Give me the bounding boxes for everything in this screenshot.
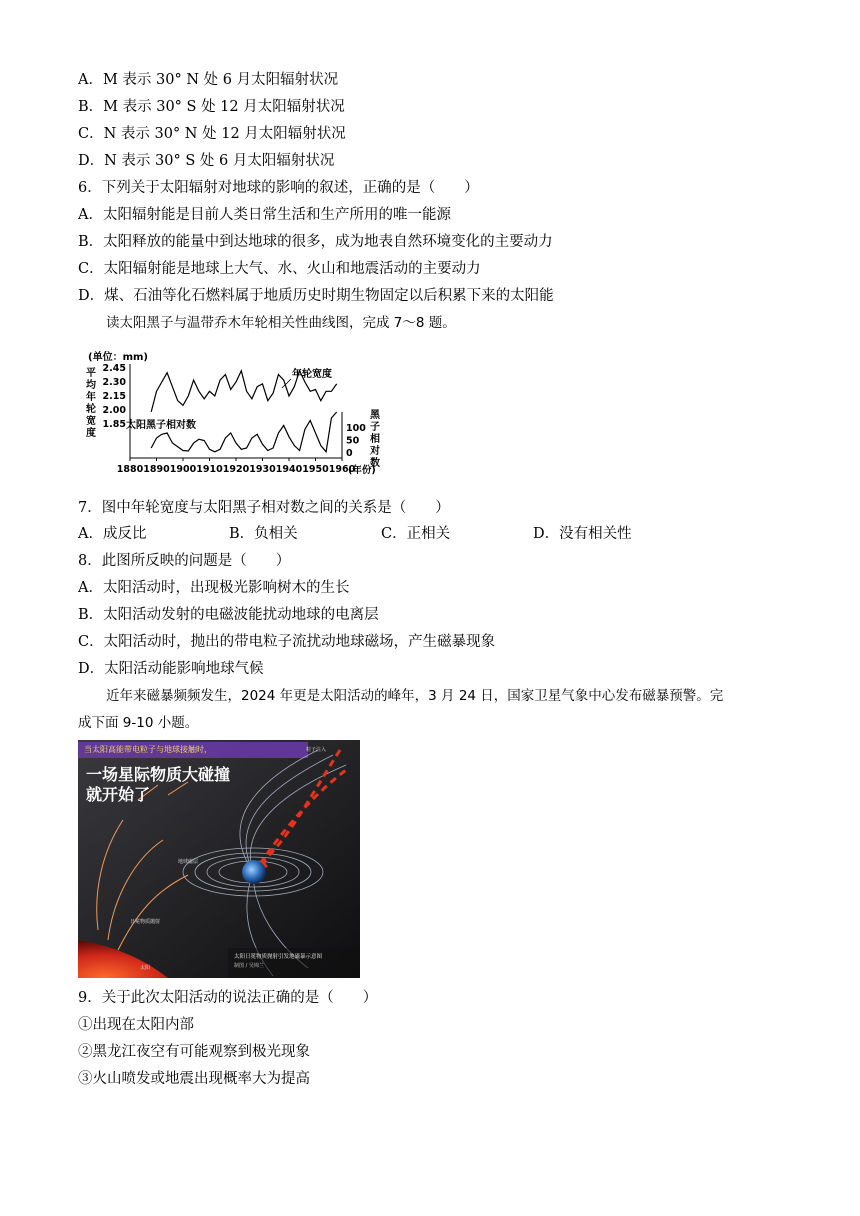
- x-tick-label: 1960: [328, 464, 356, 475]
- q7-stem: 7．图中年轮宽度与太阳黑子相对数之间的关系是（ ）: [78, 500, 450, 516]
- chart-unit-label: (单位：mm): [88, 352, 148, 363]
- x-tick-label: 1950: [302, 464, 329, 475]
- x-tick-label: 1940: [275, 464, 303, 475]
- right-axis-label: [369, 408, 381, 469]
- left-tick-label: 2.45: [102, 363, 126, 374]
- right-axis-label-char: 相: [370, 434, 380, 445]
- ring-width-series-label: 年轮宽度: [292, 369, 332, 380]
- q6-option-a: A．太阳辐射能是目前人类日常生活和生产所用的唯一能源: [78, 207, 451, 223]
- intro-9-10-line1: 近年来磁暴频频发生，2024 年更是太阳活动的峰年，3 月 24 日，国家卫星气象中心发布磁暴预警。完: [106, 688, 724, 704]
- intro-9-10-line2: 成下面 9-10 小题。: [78, 715, 199, 731]
- q9-item-2: ②黑龙江夜空有可能观察到极光现象: [78, 1044, 310, 1060]
- x-tick-label: 1890: [143, 464, 170, 475]
- q9-stem: 9．关于此次太阳活动的说法正确的是（ ）: [78, 990, 378, 1006]
- x-tick-label: 1920: [222, 464, 250, 475]
- earth: [242, 860, 266, 884]
- q7-option-b: B．负相关: [229, 526, 298, 542]
- cme-label: 日冕物质抛射: [130, 919, 161, 925]
- left-axis-label-char: 宽: [86, 416, 96, 427]
- x-tick-label: 1880: [116, 464, 144, 475]
- q8-stem: 8．此图所反映的问题是（ ）: [78, 553, 291, 569]
- sunspot-line: [151, 412, 337, 452]
- sunspot-series-label: 太阳黑子相对数: [126, 420, 196, 431]
- x-tick-label: 1930: [249, 464, 276, 475]
- q8-option-b: B．太阳活动发射的电磁波能扰动地球的电离层: [78, 607, 379, 623]
- q7-option-d: D．没有相关性: [533, 526, 632, 542]
- q6-option-b: B．太阳释放的能量中到达地球的很多，成为地表自然环境变化的主要动力: [78, 234, 553, 250]
- x-tick-label: 1910: [196, 464, 223, 475]
- q7-option-c: C．正相关: [381, 526, 451, 542]
- q5-option-b: B．M 表示 30° S 处 12 月太阳辐射状况: [78, 99, 345, 115]
- left-tick-label: 1.85: [102, 419, 126, 430]
- right-tick-label: 100: [346, 423, 366, 434]
- right-axis-label-char: 数: [370, 458, 380, 469]
- q5-option-a: A．M 表示 30° N 处 6 月太阳辐射状况: [78, 72, 339, 88]
- x-tick-label: 1900: [169, 464, 197, 475]
- sun-label: 太阳: [140, 965, 151, 971]
- q7-option-a: A．成反比: [78, 526, 147, 542]
- right-axis-label-char: 子: [370, 422, 380, 433]
- q8-option-c: C．太阳活动时，抛出的带电粒子流扰动地球磁场，产生磁暴现象: [78, 634, 496, 650]
- right-tick-label: 0: [346, 448, 353, 459]
- q9-item-3: ③火山喷发或地震出现概率大为提高: [78, 1071, 310, 1087]
- sunspot-treering-chart: [86, 348, 396, 480]
- illustration-banner-text: 当太阳高能带电粒子与地球接触时，: [84, 745, 212, 754]
- illustration-caption: 太阳日冕物质抛射引发地磁暴示意图: [234, 954, 323, 960]
- intro-7-8: 读太阳黑子与温带乔木年轮相关性曲线图，完成 7～8 题。: [106, 315, 456, 331]
- left-tick-label: 2.30: [102, 377, 126, 388]
- magnetic-storm-illustration: [78, 740, 360, 978]
- q6-option-d: D．煤、石油等化石燃料属于地质历史时期生物固定以后积累下来的太阳能: [78, 288, 554, 304]
- particle-in-label: 粒子注入: [306, 747, 327, 753]
- left-axis-label-char: 均: [86, 380, 96, 391]
- left-axis-label-char: 轮: [86, 404, 96, 415]
- illustration-headline-2: 就开始了: [86, 785, 151, 804]
- chart-svg: [86, 348, 396, 480]
- illustration-credit: 制图 / 吴锦兰: [234, 963, 264, 969]
- right-axis-label-char: 对: [370, 446, 380, 457]
- q8-option-d: D．太阳活动能影响地球气候: [78, 661, 264, 677]
- left-axis-label-char: 年: [86, 392, 96, 403]
- right-axis-label-char: 黑: [370, 410, 380, 421]
- left-axis-label-char: 度: [86, 428, 96, 439]
- left-tick-label: 2.15: [102, 391, 126, 402]
- magnetosphere-label: 地球磁层: [178, 859, 199, 865]
- right-tick-label: 50: [346, 435, 360, 447]
- q6-option-c: C．太阳辐射能是地球上大气、水、火山和地震活动的主要动力: [78, 261, 481, 277]
- left-axis-label-char: 平: [86, 368, 96, 379]
- q5-option-d: D．N 表示 30° S 处 6 月太阳辐射状况: [78, 153, 335, 169]
- left-axis-label: [86, 366, 96, 439]
- q5-option-c: C．N 表示 30° N 处 12 月太阳辐射状况: [78, 126, 346, 142]
- q6-stem: 6．下列关于太阳辐射对地球的影响的叙述，正确的是（ ）: [78, 180, 479, 196]
- illustration-headline-1: 一场星际物质大碰撞: [86, 765, 231, 784]
- left-tick-label: 2.00: [102, 405, 126, 416]
- q8-option-a: A．太阳活动时，出现极光影响树木的生长: [78, 580, 350, 596]
- x-axis-unit: (年份): [348, 465, 376, 476]
- q9-item-1: ①出现在太阳内部: [78, 1017, 194, 1033]
